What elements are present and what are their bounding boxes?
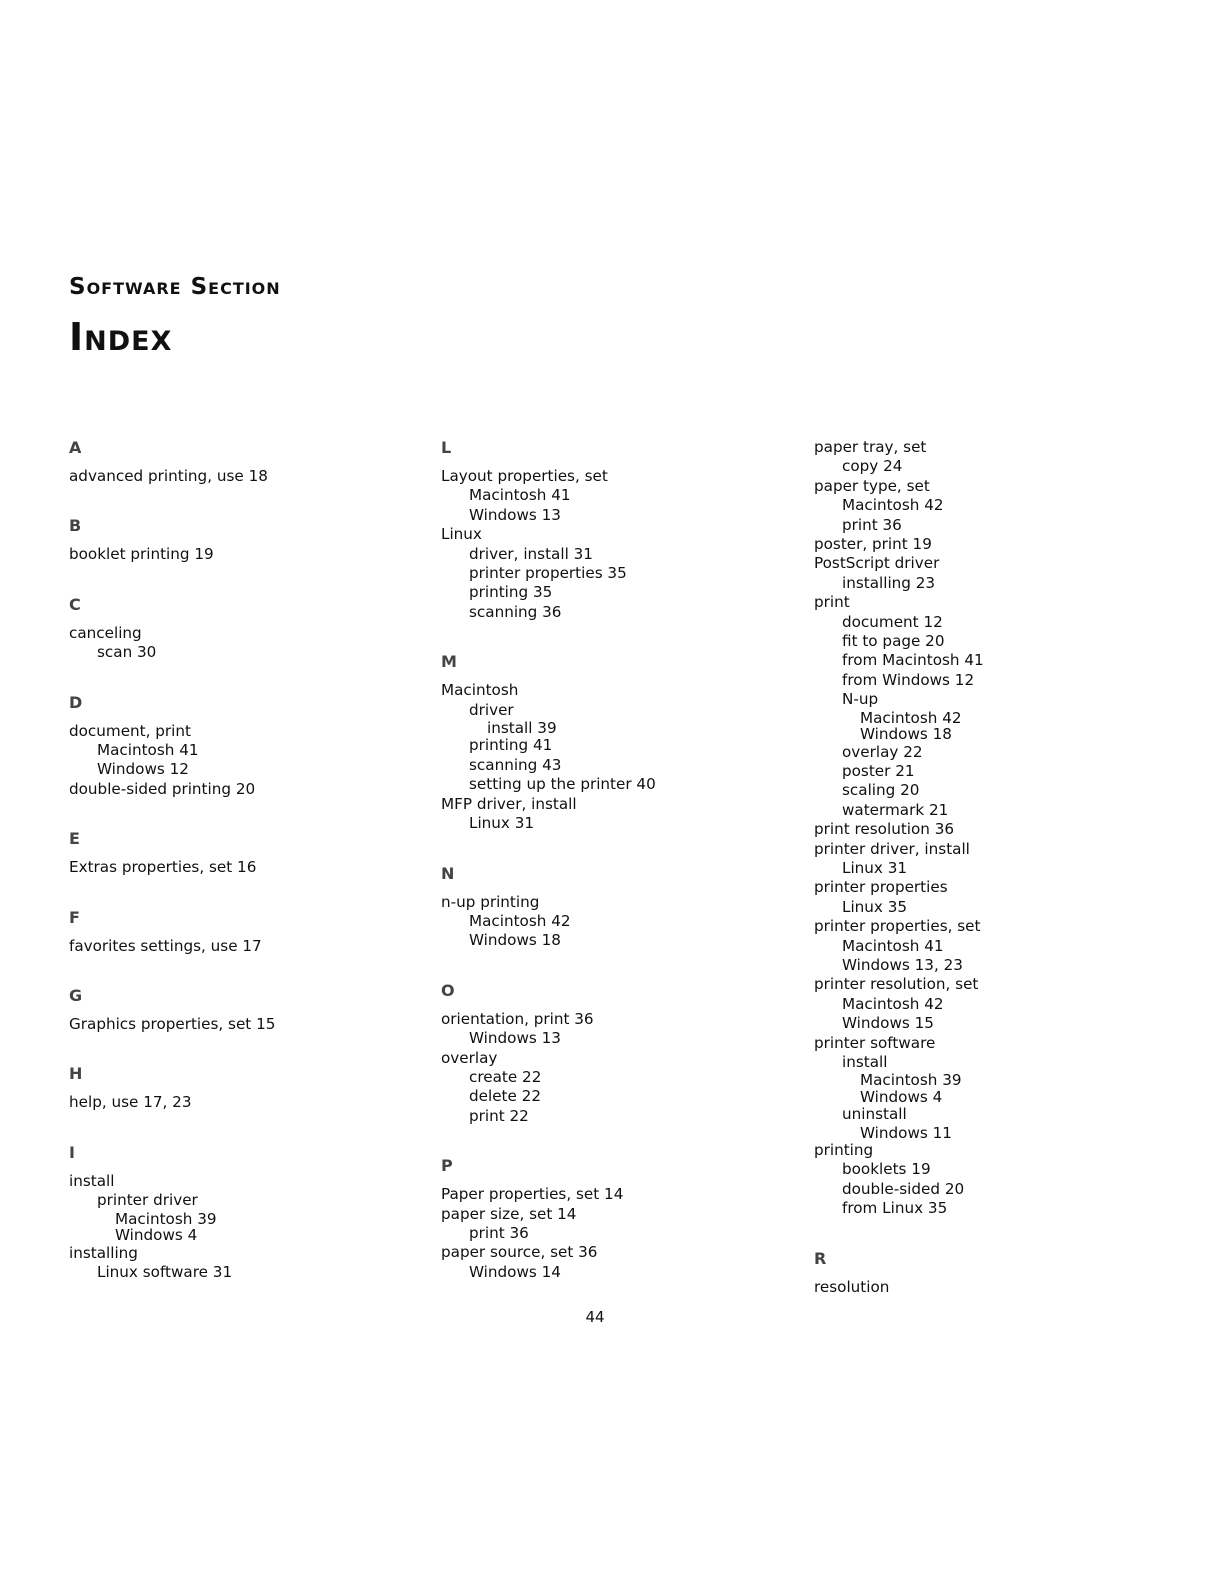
index-entry: Macintosh 41 bbox=[469, 486, 571, 505]
index-entry: driver bbox=[469, 700, 514, 719]
index-entry: Windows 15 bbox=[842, 1014, 934, 1033]
index-title: Index bbox=[69, 315, 173, 359]
index-entry: booklet printing 19 bbox=[69, 545, 214, 564]
index-entry: Macintosh 42 bbox=[860, 708, 962, 727]
index-entry: print 36 bbox=[842, 515, 902, 534]
index-entry: install bbox=[842, 1053, 888, 1071]
index-entry: printer properties 35 bbox=[469, 564, 627, 583]
index-entry: Linux 31 bbox=[469, 814, 535, 833]
index-letter-heading: F bbox=[69, 907, 80, 927]
index-entry: Windows 18 bbox=[860, 725, 952, 744]
index-entry: Macintosh 42 bbox=[842, 496, 944, 515]
index-entry: print 22 bbox=[469, 1106, 529, 1125]
index-group bbox=[69, 829, 429, 877]
index-entry: from Windows 12 bbox=[842, 670, 975, 689]
index-entry: printing 41 bbox=[469, 736, 553, 755]
index-entry: printing 35 bbox=[469, 583, 553, 602]
index-column-2 bbox=[441, 438, 801, 1312]
index-entry: printer software bbox=[814, 1033, 936, 1052]
index-entry: installing 23 bbox=[842, 573, 936, 592]
index-entry: overlay bbox=[441, 1048, 498, 1067]
index-group bbox=[69, 693, 429, 800]
index-entry: MFP driver, install bbox=[441, 794, 577, 813]
index-group bbox=[69, 438, 429, 486]
index-entry: orientation, print 36 bbox=[441, 1009, 594, 1028]
index-group bbox=[441, 652, 801, 833]
index-entry: paper size, set 14 bbox=[441, 1204, 577, 1223]
index-letter-heading: B bbox=[69, 516, 82, 536]
index-letter-heading: I bbox=[69, 1142, 75, 1162]
index-group bbox=[441, 864, 801, 951]
index-entry: Extras properties, set 16 bbox=[69, 858, 257, 877]
index-column-3 bbox=[814, 438, 1174, 1327]
index-letter-heading: P bbox=[441, 1156, 453, 1176]
index-entry: scaling 20 bbox=[842, 781, 920, 800]
index-entry: booklets 19 bbox=[842, 1160, 931, 1179]
index-entry: double-sided printing 20 bbox=[69, 779, 256, 798]
index-entry: Layout properties, set bbox=[441, 467, 608, 485]
index-entry: Macintosh 42 bbox=[842, 994, 944, 1013]
index-entry: printing bbox=[814, 1141, 874, 1160]
index-letter-heading: E bbox=[69, 829, 80, 849]
index-entry: Macintosh 39 bbox=[115, 1209, 217, 1228]
index-group bbox=[814, 438, 1174, 1219]
index-entry: Windows 12 bbox=[97, 760, 189, 779]
index-entry: Linux 35 bbox=[842, 897, 908, 916]
index-entry: PostScript driver bbox=[814, 554, 940, 573]
index-entry: printer driver, install bbox=[814, 839, 970, 858]
index-entry: paper type, set bbox=[814, 476, 930, 495]
index-entry: Windows 4 bbox=[860, 1087, 943, 1106]
index-entry: overlay 22 bbox=[842, 742, 923, 761]
index-entry: Paper properties, set 14 bbox=[441, 1185, 624, 1204]
index-entry: Macintosh 39 bbox=[860, 1071, 962, 1090]
index-entry: printer resolution, set bbox=[814, 975, 979, 994]
index-entry: poster, print 19 bbox=[814, 535, 932, 554]
index-entry: watermark 21 bbox=[842, 800, 949, 819]
index-entry: Linux 31 bbox=[842, 858, 908, 877]
index-entry: print resolution 36 bbox=[814, 820, 955, 839]
index-entry: install 39 bbox=[487, 719, 557, 738]
index-entry: Macintosh bbox=[441, 681, 519, 700]
index-entry: Windows 13, 23 bbox=[842, 955, 963, 974]
index-entry: Macintosh 41 bbox=[842, 936, 944, 955]
index-entry: paper tray, set bbox=[814, 438, 927, 456]
index-group bbox=[69, 595, 429, 663]
page-number: 44 bbox=[585, 1308, 605, 1326]
index-letter-heading: H bbox=[69, 1064, 83, 1084]
index-entry: copy 24 bbox=[842, 457, 903, 476]
index-entry: paper source, set 36 bbox=[441, 1243, 598, 1262]
page-header bbox=[69, 268, 281, 360]
index-entry: printer properties, set bbox=[814, 917, 981, 936]
index-group bbox=[441, 981, 801, 1126]
index-entry: Linux bbox=[441, 525, 482, 544]
index-letter-heading: R bbox=[814, 1248, 827, 1268]
index-entry: advanced printing, use 18 bbox=[69, 467, 268, 485]
index-group bbox=[69, 986, 429, 1034]
index-entry: uninstall bbox=[842, 1105, 907, 1124]
index-entry: help, use 17, 23 bbox=[69, 1093, 192, 1112]
index-entry: poster 21 bbox=[842, 761, 915, 780]
index-letter-heading: O bbox=[441, 980, 455, 1000]
index-entry: n-up printing bbox=[441, 892, 540, 911]
index-entry: Graphics properties, set 15 bbox=[69, 1015, 276, 1034]
index-letter-heading: G bbox=[69, 986, 83, 1006]
index-entry: printer properties bbox=[814, 878, 948, 897]
index-entry: Macintosh 41 bbox=[97, 741, 199, 760]
index-group bbox=[441, 1156, 801, 1282]
section-title: Software Section bbox=[69, 274, 281, 300]
index-entry: Windows 13 bbox=[469, 505, 561, 524]
index-entry: Windows 4 bbox=[115, 1226, 198, 1245]
index-entry: Windows 13 bbox=[469, 1029, 561, 1048]
index-entry: Macintosh 42 bbox=[469, 911, 571, 930]
index-entry: scan 30 bbox=[97, 643, 157, 662]
index-entry: delete 22 bbox=[469, 1087, 541, 1106]
index-entry: N-up bbox=[842, 690, 879, 709]
index-group bbox=[69, 1064, 429, 1112]
index-entry: double-sided 20 bbox=[842, 1179, 965, 1198]
index-entry: document 12 bbox=[842, 612, 943, 631]
index-entry: Windows 14 bbox=[469, 1262, 561, 1281]
index-group bbox=[69, 908, 429, 956]
index-entry: Windows 11 bbox=[860, 1123, 952, 1142]
index-entry: installing bbox=[69, 1243, 138, 1262]
index-entry: fit to page 20 bbox=[842, 632, 945, 651]
index-entry: print 36 bbox=[469, 1223, 529, 1242]
index-entry: setting up the printer 40 bbox=[469, 775, 656, 794]
index-entry: scanning 36 bbox=[469, 602, 562, 621]
index-entry: resolution bbox=[814, 1277, 890, 1296]
index-entry: scanning 43 bbox=[469, 755, 562, 774]
index-entry: favorites settings, use 17 bbox=[69, 936, 262, 955]
index-letter-heading: D bbox=[69, 692, 83, 712]
index-entry: install bbox=[69, 1171, 115, 1190]
index-entry: from Macintosh 41 bbox=[842, 651, 984, 670]
index-entry: from Linux 35 bbox=[842, 1199, 948, 1218]
index-group bbox=[814, 1249, 1174, 1297]
index-entry: canceling bbox=[69, 623, 142, 642]
index-entry: document, print bbox=[69, 721, 191, 740]
index-column-1 bbox=[69, 438, 429, 1312]
index-letter-heading: C bbox=[69, 594, 81, 614]
index-group bbox=[69, 1143, 429, 1282]
index-entry: print bbox=[814, 593, 850, 612]
index-letter-heading: M bbox=[441, 652, 457, 672]
index-entry: printer driver bbox=[97, 1191, 198, 1210]
index-letter-heading: N bbox=[441, 863, 455, 883]
index-letter-heading: L bbox=[441, 438, 452, 457]
index-entry: Linux software 31 bbox=[97, 1262, 233, 1281]
index-group bbox=[69, 516, 429, 564]
index-group bbox=[441, 438, 801, 622]
index-entry: Windows 18 bbox=[469, 931, 561, 950]
index-entry: create 22 bbox=[469, 1067, 542, 1086]
index-letter-heading: A bbox=[69, 438, 82, 457]
index-entry: driver, install 31 bbox=[469, 544, 593, 563]
